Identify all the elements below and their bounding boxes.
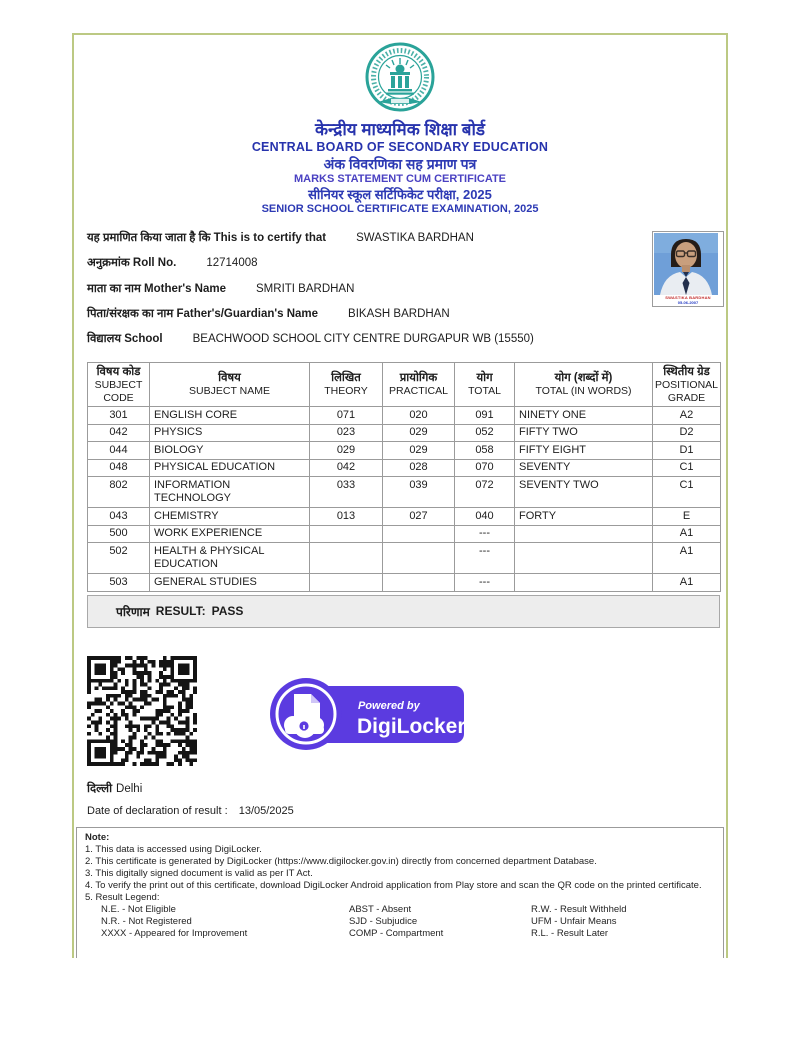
detail-label-english: This is to certify that — [213, 232, 327, 244]
cell-total: --- — [455, 525, 515, 543]
cell-theory — [310, 574, 383, 592]
note-item: 1. This data is accessed using DigiLocker. — [85, 843, 262, 855]
detail-line — [87, 255, 647, 280]
detail-value: SMRITI BARDHAN — [256, 282, 355, 295]
cell-total: --- — [455, 543, 515, 574]
legend-item: SJD - Subjudice — [349, 916, 418, 928]
cell-practical: 020 — [383, 407, 455, 425]
cell-grade: C1 — [653, 477, 721, 508]
detail-value: BEACHWOOD SCHOOL CITY CENTRE DURGAPUR WB (15550) — [192, 333, 534, 346]
cell-name: GENERAL STUDIES — [150, 574, 310, 592]
detail-label-english: Father's/Guardian's Name — [176, 307, 319, 320]
detail-value: SWASTIKA BARDHAN — [356, 232, 474, 244]
cell-grade: A2 — [653, 407, 721, 425]
column-header: योग TOTAL — [455, 363, 515, 407]
cell-practical: 028 — [383, 459, 455, 477]
cbse-logo-wrap — [74, 42, 726, 118]
cell-practical: 029 — [383, 424, 455, 442]
note-items — [85, 844, 715, 904]
photo-caption-date: 05-06-2007 — [677, 300, 699, 305]
declaration-date: 13/05/2025 — [238, 805, 294, 817]
doc-title-hindi: अंक विवरणिका सह प्रमाण पत्र — [323, 155, 477, 172]
table-row — [88, 543, 721, 574]
note-item: 4. To verify the print out of this certificate, download DigiLocker Android application from Play store and scan the QR code on the printed certificate. — [85, 879, 702, 891]
cell-words: FIFTY TWO — [515, 424, 653, 442]
table-row — [88, 477, 721, 508]
photo-caption-name: SWASTIKA BARDHAN — [665, 295, 711, 300]
place-english: Delhi — [116, 783, 143, 795]
cbse-logo — [361, 42, 439, 118]
detail-label-hindi: विद्यालय — [87, 333, 125, 346]
cell-words — [515, 543, 653, 574]
result-legend — [101, 904, 715, 940]
powered-by-label: Powered by — [358, 700, 420, 712]
marks-table — [87, 362, 721, 592]
cell-total: --- — [455, 574, 515, 592]
column-header: विषय कोड SUBJECT CODE — [88, 363, 150, 407]
detail-label-english: School — [124, 333, 163, 346]
legend-item: R.W. - Result Withheld — [531, 904, 627, 916]
cell-words: FIFTY EIGHT — [515, 442, 653, 460]
cell-words: SEVENTY — [515, 459, 653, 477]
cell-words — [515, 525, 653, 543]
cell-theory: 029 — [310, 442, 383, 460]
result-label-hindi: परिणाम — [116, 604, 150, 619]
column-header: स्थितीय ग्रेड POSITIONAL GRADE — [653, 363, 721, 407]
cell-theory: 071 — [310, 407, 383, 425]
cell-grade: A1 — [653, 543, 721, 574]
cell-grade: D1 — [653, 442, 721, 460]
table-row — [88, 407, 721, 425]
cell-total: 091 — [455, 407, 515, 425]
cell-grade: C1 — [653, 459, 721, 477]
result-label-english: RESULT: — [155, 604, 206, 618]
cell-name: INFORMATION TECHNOLOGY — [150, 477, 310, 508]
detail-label-hindi: यह प्रमाणित किया जाता है कि — [87, 232, 214, 244]
cell-practical: 039 — [383, 477, 455, 508]
legend-row — [101, 928, 715, 940]
cell-words: NINETY ONE — [515, 407, 653, 425]
cell-words: FORTY — [515, 508, 653, 526]
cell-name: ENGLISH CORE — [150, 407, 310, 425]
declaration-label: Date of declaration of result : — [87, 805, 228, 817]
detail-label-hindi: पिता/संरक्षक का नाम — [87, 307, 177, 320]
cell-words — [515, 574, 653, 592]
legend-row — [101, 916, 715, 928]
cell-theory: 023 — [310, 424, 383, 442]
cell-code: 301 — [88, 407, 150, 425]
column-header: लिखित THEORY — [310, 363, 383, 407]
table-row — [88, 442, 721, 460]
cell-total: 058 — [455, 442, 515, 460]
column-header: योग (शब्दों में) TOTAL (IN WORDS) — [515, 363, 653, 407]
marks-table-body — [88, 407, 721, 592]
place-hindi: दिल्ली — [87, 783, 113, 795]
cell-total: 040 — [455, 508, 515, 526]
cell-theory — [310, 525, 383, 543]
cell-code: 503 — [88, 574, 150, 592]
detail-line — [87, 230, 647, 255]
legend-item: N.R. - Not Registered — [101, 916, 192, 928]
place-line — [87, 781, 142, 796]
table-row — [88, 459, 721, 477]
cell-practical — [383, 574, 455, 592]
marks-table-section — [87, 362, 720, 628]
cell-name: WORK EXPERIENCE — [150, 525, 310, 543]
table-row — [88, 424, 721, 442]
cell-total: 052 — [455, 424, 515, 442]
cell-code: 044 — [88, 442, 150, 460]
cell-theory: 033 — [310, 477, 383, 508]
student-photo — [652, 231, 724, 307]
digilocker-brand: DigiLocker — [357, 715, 466, 738]
detail-line — [87, 331, 647, 356]
detail-label-hindi: माता का नाम — [87, 282, 145, 295]
cell-grade: A1 — [653, 574, 721, 592]
cell-code: 502 — [88, 543, 150, 574]
detail-value: BIKASH BARDHAN — [348, 307, 450, 320]
result-value: PASS — [211, 604, 244, 618]
cell-name: CHEMISTRY — [150, 508, 310, 526]
note-item: 5. Result Legend: — [85, 891, 160, 903]
digilocker-badge — [270, 678, 466, 755]
legend-item: ABST - Absent — [349, 904, 412, 916]
legend-item: UFM - Unfair Means — [531, 916, 617, 928]
cell-grade: E — [653, 508, 721, 526]
legend-row — [101, 904, 715, 916]
cell-total: 072 — [455, 477, 515, 508]
cell-practical — [383, 525, 455, 543]
cell-words: SEVENTY TWO — [515, 477, 653, 508]
cell-theory: 042 — [310, 459, 383, 477]
detail-line — [87, 281, 647, 306]
note-item: 2. This certificate is generated by DigiLocker (https://www.digilocker.gov.in) directly from concerned department Database. — [85, 855, 597, 867]
cell-theory — [310, 543, 383, 574]
cell-total: 070 — [455, 459, 515, 477]
qr-code — [87, 656, 197, 766]
result-band — [87, 595, 720, 628]
note-box — [76, 827, 724, 958]
cell-code: 042 — [88, 424, 150, 442]
cell-practical: 027 — [383, 508, 455, 526]
cell-practical — [383, 543, 455, 574]
cell-name: BIOLOGY — [150, 442, 310, 460]
cell-code: 048 — [88, 459, 150, 477]
detail-value: 12714008 — [206, 257, 258, 270]
cell-grade: A1 — [653, 525, 721, 543]
table-row — [88, 574, 721, 592]
cell-name: PHYSICS — [150, 424, 310, 442]
marks-table-head-row — [88, 363, 721, 407]
detail-label-hindi: अनुक्रमांक — [87, 257, 133, 270]
detail-line — [87, 306, 647, 331]
legend-item: COMP - Compartment — [349, 928, 444, 940]
student-details — [87, 230, 647, 356]
exam-title-english: SENIOR SCHOOL CERTIFICATE EXAMINATION, 2025 — [261, 203, 539, 216]
note-title: Note: — [85, 832, 110, 843]
detail-label-english: Mother's Name — [144, 282, 227, 295]
column-header: प्रायोगिक PRACTICAL — [383, 363, 455, 407]
certificate-header — [74, 119, 726, 217]
org-name-english: CENTRAL BOARD OF SECONDARY EDUCATION — [251, 140, 549, 155]
legend-item: XXXX - Appeared for Improvement — [101, 928, 248, 940]
cell-name: PHYSICAL EDUCATION — [150, 459, 310, 477]
cell-grade: D2 — [653, 424, 721, 442]
cell-code: 500 — [88, 525, 150, 543]
cell-name: HEALTH & PHYSICAL EDUCATION — [150, 543, 310, 574]
table-row — [88, 525, 721, 543]
declaration-date-line — [87, 805, 294, 817]
student-photo-image — [654, 233, 718, 295]
cell-practical: 029 — [383, 442, 455, 460]
column-header: विषय SUBJECT NAME — [150, 363, 310, 407]
cell-code: 802 — [88, 477, 150, 508]
legend-item: N.E. - Not Eligible — [101, 904, 176, 916]
certificate-border — [72, 33, 728, 958]
cell-code: 043 — [88, 508, 150, 526]
table-row — [88, 508, 721, 526]
org-name-hindi: केन्द्रीय माध्यमिक शिक्षा बोर्ड — [315, 120, 485, 139]
detail-label-english: Roll No. — [132, 257, 177, 270]
note-item: 3. This digitally signed document is valid as per IT Act. — [85, 867, 313, 879]
exam-title-hindi: सीनियर स्कूल सर्टिफिकेट परीक्षा, 2025 — [308, 187, 492, 203]
legend-item: R.L. - Result Later — [531, 928, 609, 940]
doc-title-english: MARKS STATEMENT CUM CERTIFICATE — [293, 173, 507, 186]
cell-theory: 013 — [310, 508, 383, 526]
